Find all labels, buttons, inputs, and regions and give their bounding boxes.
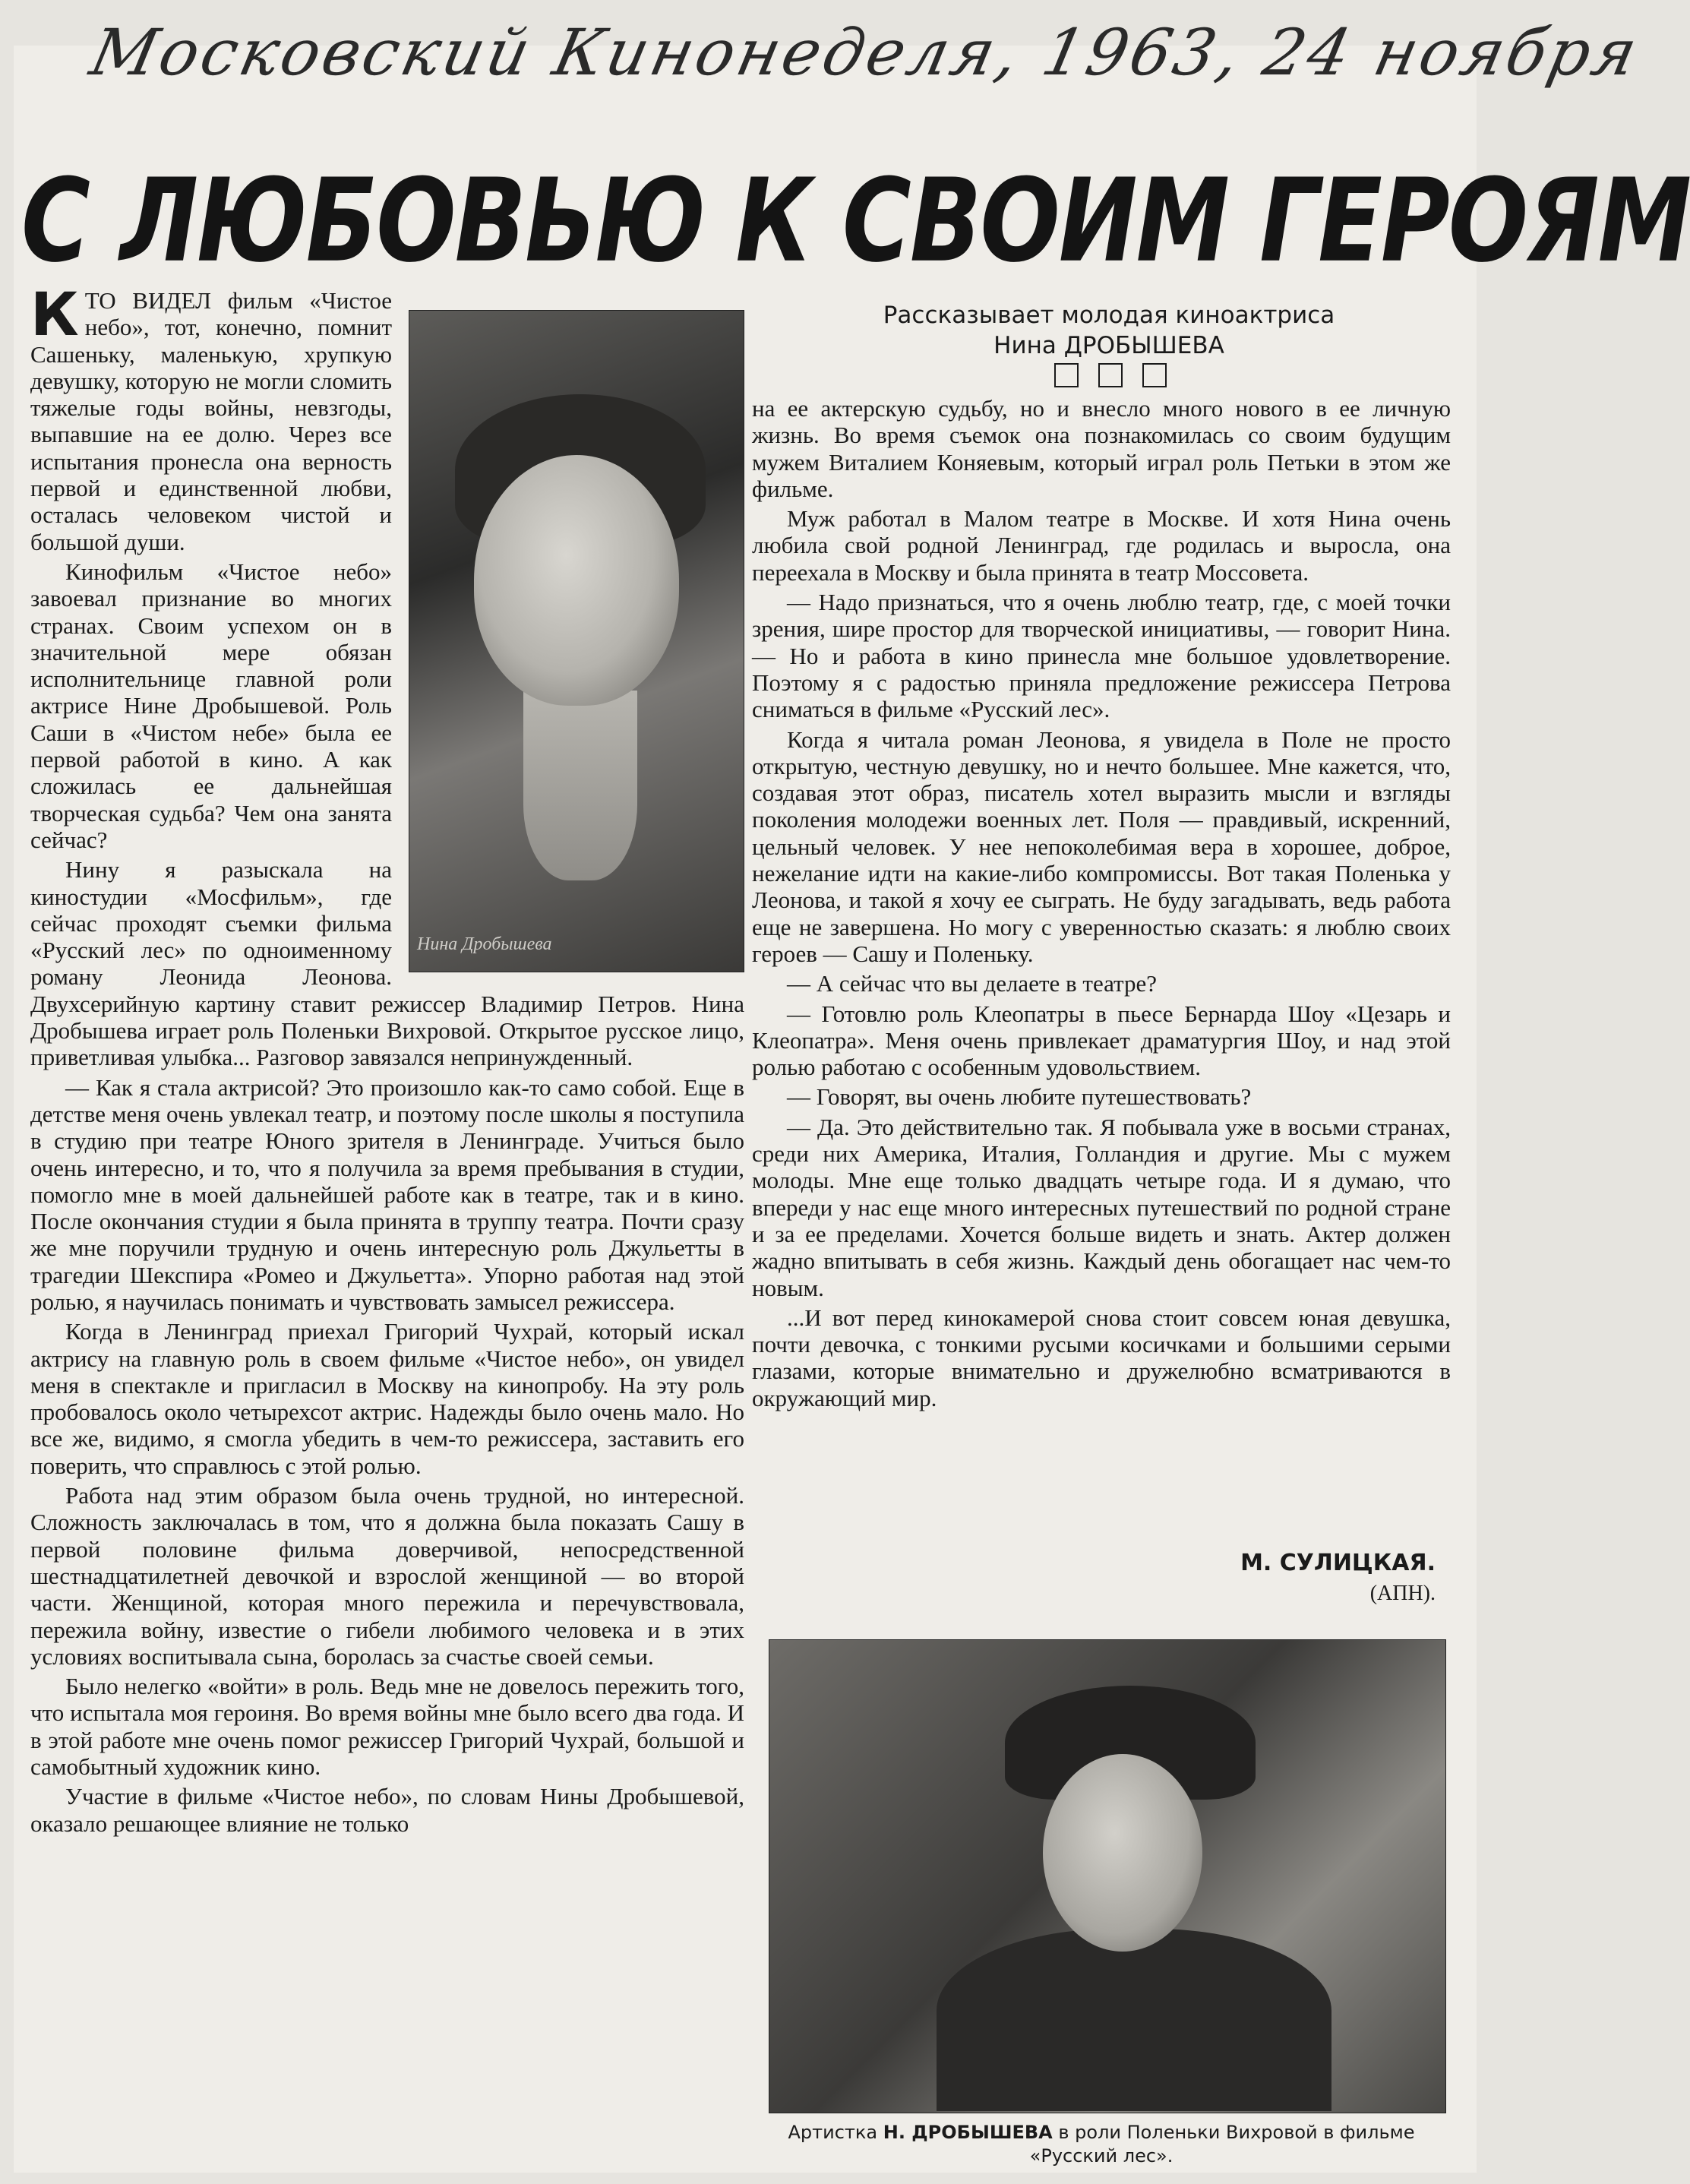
paragraph: Когда я читала роман Леонова, я увидела в Поле не просто открытую, честную девушку, но и нечто большее. Мне кажется, что, создавая этот образ, писатель хотел выразить мысли и взгляды поколения молодежи военных лет. Поля — правдивый, искренний, цельный человек. У нее непоколебимая вера в хорошее, доброе, нежелание идти на какие-либо компромиссы. Вот такая Поленька у Леонова, и такой я хочу ее сыграть. Не буду загадывать, ведь работа еще не завершена. Но могу с уверенностью сказать: я люблю своих героев — Сашу и Поленьку. [752, 725, 1451, 967]
paragraph: Нину я разыскала на киностудии «Мосфильм», где сейчас проходят съемки фильма «Русский лес» по одноименному роману Леонида Леонова. Двухсерийную картину ставит режиссер Владимир Петров. Нина Дробышева играет роль Поленьки Вихровой. Открытое русское лицо, приветливая улыбка... Разговор завязался непринужденный. [30, 856, 744, 1071]
caption-prefix: Артистка [788, 2122, 878, 2143]
paragraph: — Говорят, вы очень любите путешествовать? [787, 1083, 1252, 1111]
paragraph: на ее актерскую судьбу, но и внесло много нового в ее личную жизнь. Во время съемок она познакомилась со своим будущим мужем Виталием Коняевым, который играл роль Петьки в этом же фильме. [752, 395, 1451, 502]
paragraph: Муж работал в Малом театре в Москве. И хотя Нина очень любила свой родной Ленинград, где родилась и выросла, она переехала в Москву и была принята в театр Моссовета. [752, 505, 1451, 586]
paragraph: Участие в фильме «Чистое небо», по словам Нины Дробышевой, оказало решающее влияние не только [30, 1783, 744, 1837]
headline: С ЛЮБОВЬЮ К СВОИМ ГЕРОЯМ [21, 154, 1690, 289]
paragraph: Кинофильм «Чистое небо» завоевал признание во многих странах. Своим успехом он в значительной мере обязан исполнительнице главной роли актрисе Нине Дробышевой. Роль Саши в «Чистом небе» была ее первой работой в кино. А как сложилась ее дальнейшая творческая судьба? Чем она занята сейчас? [30, 558, 392, 853]
left-column [30, 281, 744, 2156]
photo-caption [752, 2121, 1451, 2174]
photo-coat [937, 1929, 1331, 2111]
caption-name: Н. ДРОБЫШЕВА [883, 2122, 1053, 2143]
paragraph: Работа над этим образом была очень трудной, но интересной. Сложность заключалась в том, что я должна была показать Сашу в первой половине фильма доверчивой, непосредственной шестнадцатилетней девочкой и взрослой женщиной — во второй части. Женщиной, которая много пережила и перечувствовала, пережила войну, известие о гибели любимого человека и в этих условиях воспитывала сына, боролась за счастье своей семьи. [30, 1482, 744, 1670]
subtitle-line: Рассказывает молодая киноактриса [883, 302, 1335, 329]
paragraph: — Как я стала актрисой? Это произошло как-то само собой. Еще в детстве меня очень увлекал театр, и поэтому после школы я поступила в студию при театре Юного зрителя в Ленинграде. Учиться было очень интересно, и то, что я получила за время пребывания в студии, помогло мне в моей дальнейшей работе как в театре, так и в кино. После окончания студии я была принята в труппу театра. Почти сразу же мне поручили трудную и очень интересную роль Джульетты в трагедии Шекспира «Ромео и Джульетта». Упорно работая над этой ролью, я научилась понимать и чувствовать замысел режиссера. [30, 1073, 744, 1315]
paragraph: Когда в Ленинград приехал Григорий Чухрай, который искал актрису на главную роль в своем фильме «Чистое небо», он увидел меня в спектакле и пригласил в Москву на кинопробу. На эту роль пробовалось около четырехсот актрис. Надежды было очень мало. Но все же, видимо, я смогла убедить в чем-то режиссера, заставить его поверить, что справлюсь с этой ролью. [30, 1318, 744, 1479]
author-signature: М. СУЛИЦКАЯ. [1240, 1550, 1436, 1576]
ornament-box [1054, 363, 1079, 387]
film-still-photo [769, 1639, 1446, 2113]
drop-cap: К [30, 281, 79, 349]
portrait-photo [409, 310, 744, 972]
paragraph: Было нелегко «войти» в роль. Ведь мне не довелось пережить того, что испытала моя героиня. Во время войны мне было всего два года. И в этой работе мне очень помог режиссер Григорий Чухрай, большой и самобытный художник кино. [30, 1673, 744, 1781]
ornament-box [1098, 363, 1123, 387]
photo-face [1043, 1754, 1202, 1952]
news-agency: (АПН). [1369, 1582, 1436, 1605]
handwritten-note: Московский Кинонеделя, 1963, 24 ноября [84, 15, 1647, 90]
caption-rest: в роли Поленьки Вихровой в фильме «Русский лес». [1029, 2122, 1415, 2167]
right-column [752, 395, 1451, 1580]
subtitle-name: Нина ДРОБЫШЕВА [993, 332, 1224, 359]
paragraph: ...И вот перед кинокамерой снова стоит совсем юная девушка, почти девочка, с тонкими русыми косичками и большими серыми глазами, которые внимательно и дружелюбно всматриваются в окружающий мир. [752, 1304, 1451, 1411]
paragraph: — Да. Это действительно так. Я побывала уже в восьми странах, среди них Америка, Италия, Голландия и другие. Мы с мужем молоды. Мне еще только двадцать четыре года. И я думаю, что впереди у нас еще много интересных путешествий по родной стране и за ее пределами. Хочется больше видеть и знать. Актер должен жадно впитывать в себя жизнь. Каждый день обогащает нас чем-то новым. [752, 1113, 1451, 1301]
portrait-face [474, 455, 679, 706]
paragraph: — Готовлю роль Клеопатры в пьесе Бернарда Шоу «Цезарь и Клеопатра». Меня очень привлекает драматургия Шоу, и над этой ролью работаю с особенным удовольствием. [752, 1000, 1451, 1081]
paragraph: — Надо признаться, что я очень люблю театр, где, с моей точки зрения, шире простор для творческой инициативы, — говорит Нина. — Но и работа в кино принесла мне большое удовлетворение. Поэтому я с радостью приняла предложение режиссера Петрова сниматься в фильме «Русский лес». [752, 589, 1451, 723]
ornament-boxes [1054, 363, 1206, 389]
portrait-neck [523, 691, 637, 880]
paragraph: — А сейчас что вы делаете в театре? [787, 970, 1157, 997]
ornament-box [1142, 363, 1167, 387]
portrait-caption: Нина Дробышева [417, 934, 552, 954]
paragraph: КТО ВИДЕЛ фильм «Чистое небо», тот, конечно, помнит Сашеньку, маленькую, хрупкую девушку, которую не могли сломить тяжелые годы войны, невзгоды, выпавшие на ее долю. Через все испытания пронесла она верность первой и единственной любви, осталась человеком чистой и большой души. [30, 281, 392, 555]
